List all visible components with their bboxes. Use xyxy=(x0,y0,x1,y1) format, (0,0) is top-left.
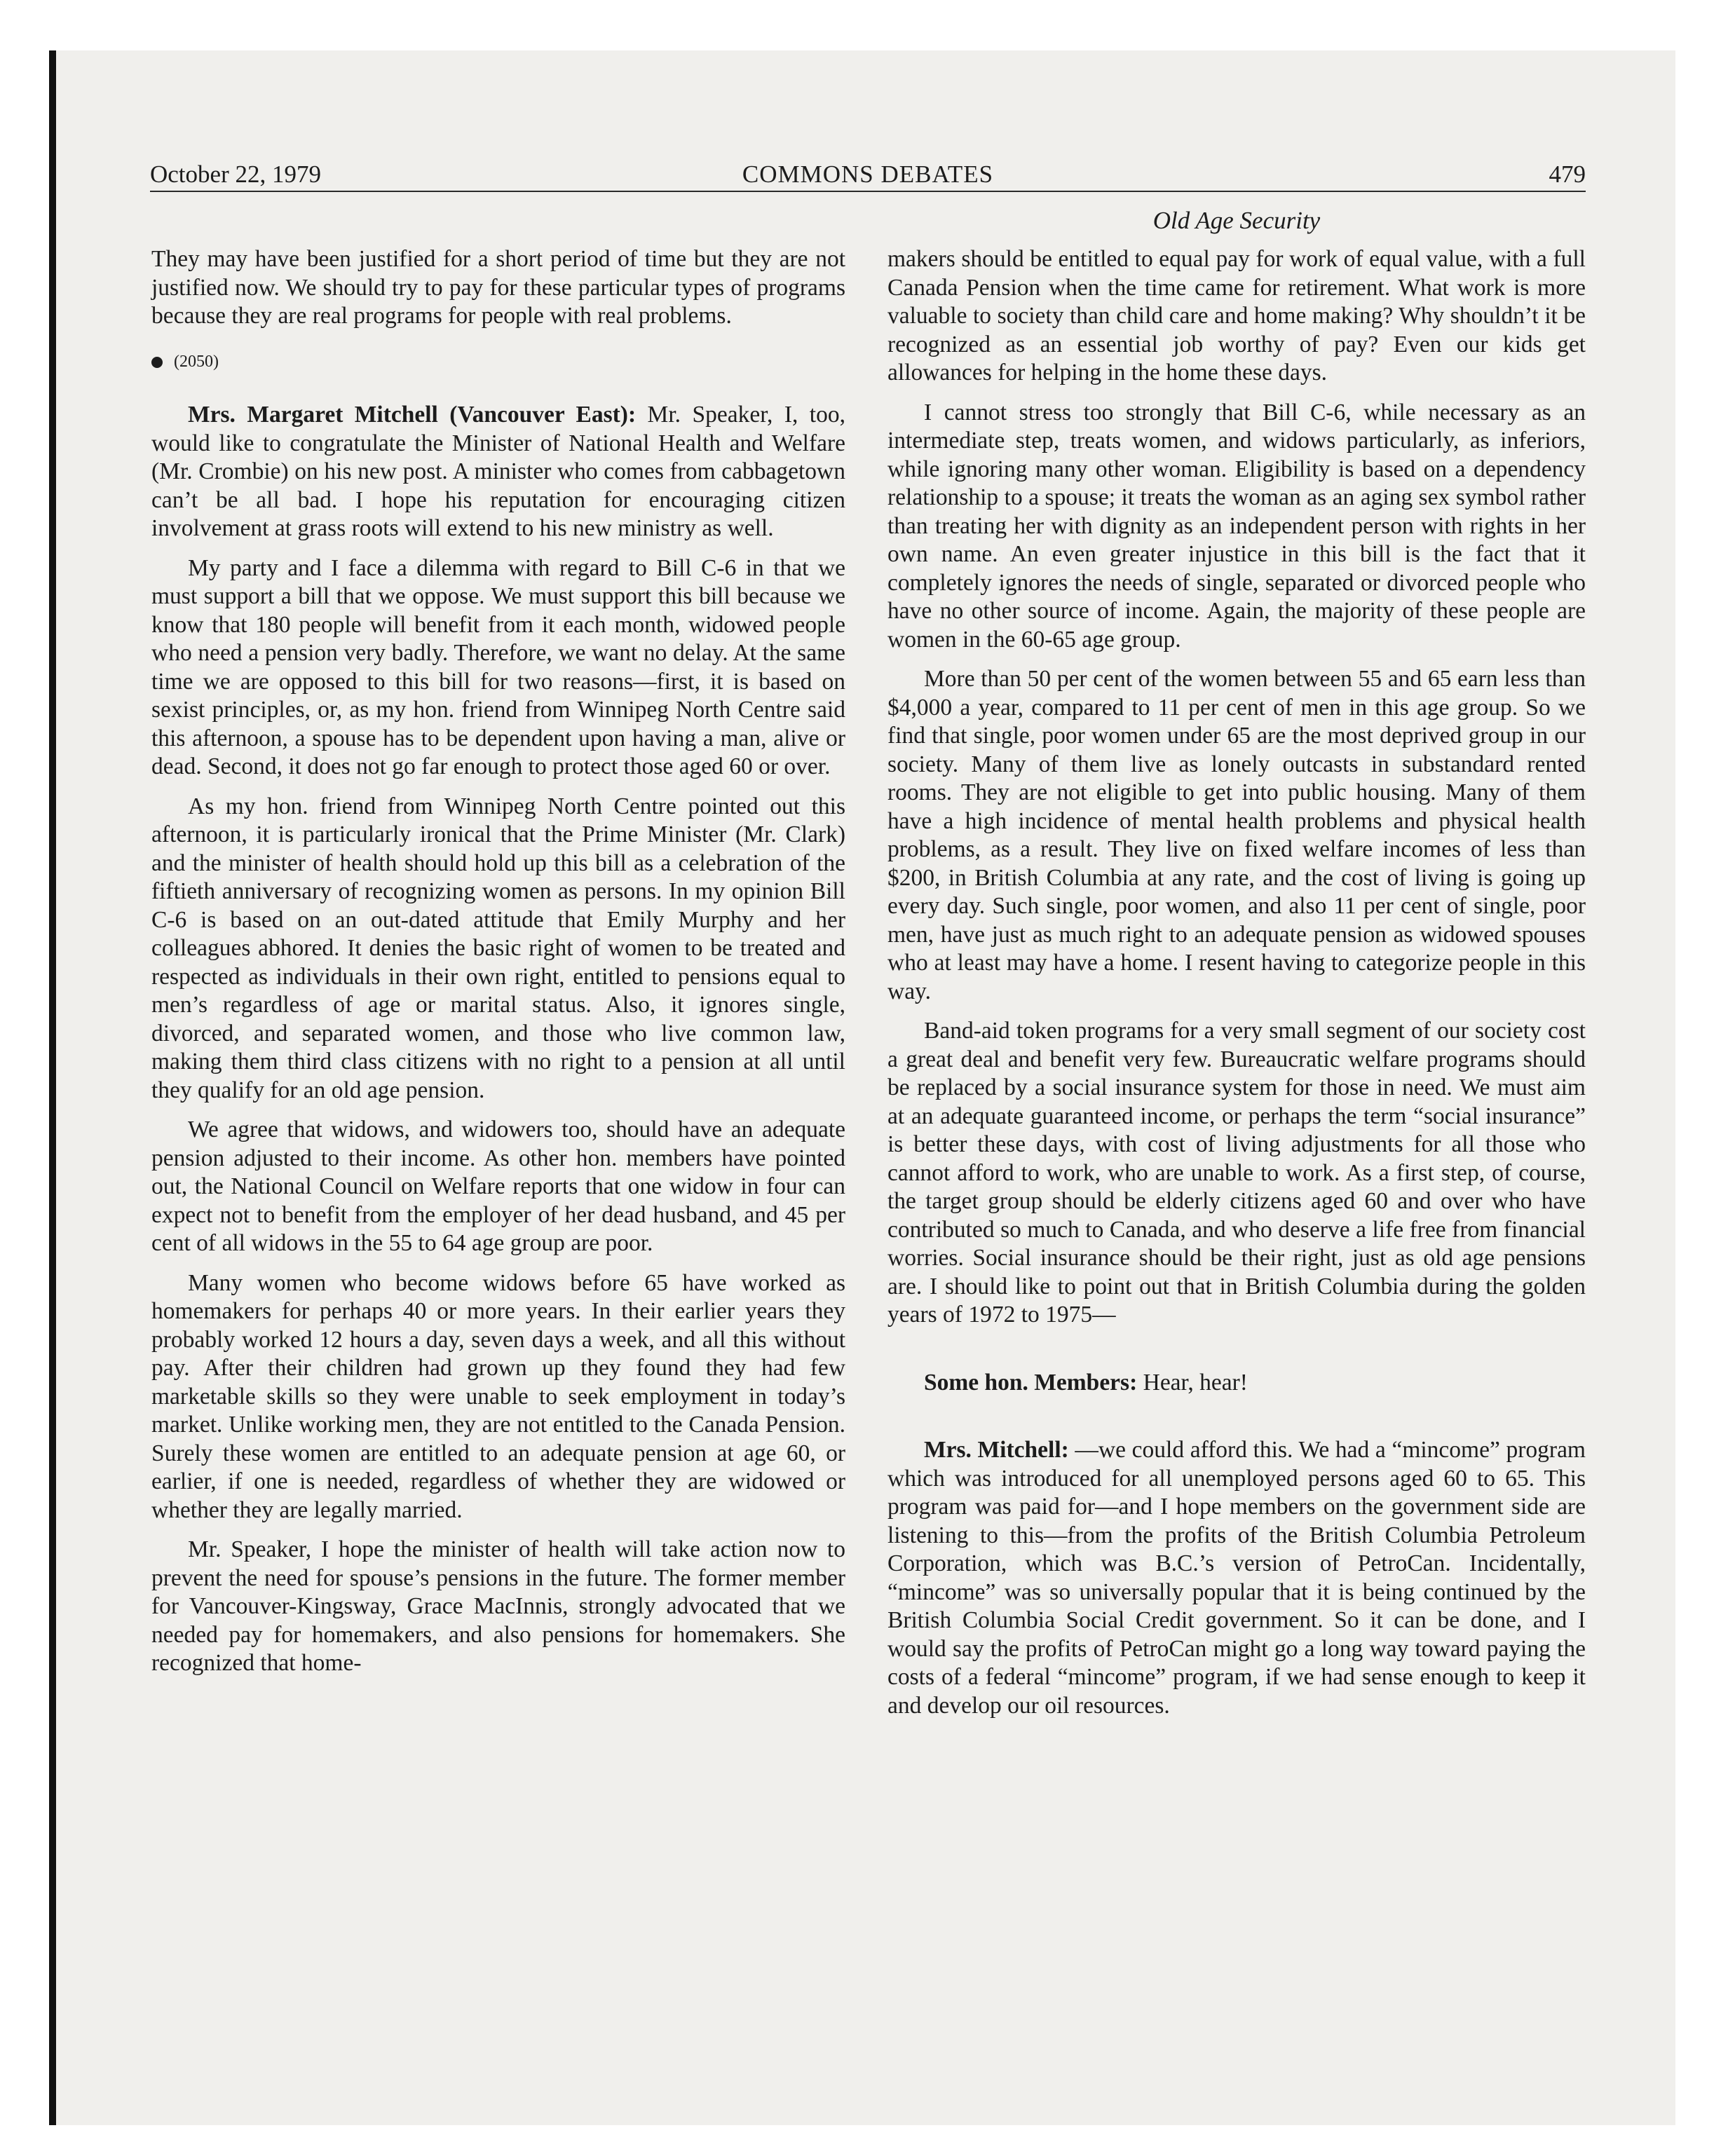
left-column xyxy=(151,245,845,1689)
paragraph: As my hon. friend from Winnipeg North Centre pointed out this afternoon, it is particularly ironical that the Prime Minister (Mr. Clark) and the minister of health should hold up this bill as a celebration of the fiftieth anniversary of recognizing women as persons. In my opinion Bill C-6 is based on an out-dated attitude that Emily Murphy and her colleagues abhored. It denies the basic right of women to be treated and respected as individuals in their own right, entitled to pensions equal to men’s regardless of age or marital status. Also, it ignores single, divorced, and separated women, and those who live common law, making them third class citizens with no right to a pension at all until they qualify for an old age pension. xyxy=(151,793,845,1103)
header-page-number: 479 xyxy=(1549,161,1586,188)
paragraph: More than 50 per cent of the women between 55 and 65 earn less than $4,000 a year, compared to 11 per cent of men in this age group. So we find that single, poor women under 65 are the most deprived group in our society. Many of them live as lonely outcasts in substandard rented rooms. They are not eligible to get into public housing. Many of them have a high incidence of mental health problems and physical health problems, as a result. They live on fixed welfare incomes of less than $200, in British Columbia at any rate, and the cost of living is going up every day. Such single, poor women, and also 11 per cent of single, poor men, have just as much right to an adequate pension as widowed spouses who at least may have a home. I resent having to categorize people in this way. xyxy=(887,666,1586,1004)
speech-text: —we could afford this. We had a “mincome” program which was introduced for all unemployed persons aged 60 to 65. This program was paid for—and I hope members on the government side are listening to this—from the profits of the British Columbia Petroleum Corporation, which was B.C.’s version of PetroCan. Incidentally, “mincome” was so universally popular that it is being continued by the British Columbia Social Credit government. So it can be done, and I would say the profits of PetroCan might go a long way toward paying the costs of a federal “mincome” program, if we had sense enough to keep it and develop our oil resources. xyxy=(887,1437,1586,1719)
paragraph xyxy=(151,401,845,543)
paragraph xyxy=(887,1436,1586,1720)
speech-text: Hear, hear! xyxy=(1137,1369,1248,1396)
time-marker xyxy=(151,348,845,376)
right-column xyxy=(887,245,1586,1731)
speech-text: Mr. Speaker, I, too, would like to congratulate the Minister of National Health and Welfare (Mr. Crombie) on his new post. A minister who comes from cabbagetown can’t be all bad. I hope his reputation for encouraging citizen involvement at grass roots will extend to his new ministry as well. xyxy=(151,402,845,541)
running-header xyxy=(150,158,1586,192)
time-marker-label: (2050) xyxy=(174,352,219,371)
section-subheading: Old Age Security xyxy=(1152,207,1321,234)
spacer xyxy=(887,1341,1586,1369)
paragraph: My party and I face a dilemma with regard to Bill C-6 in that we must support a bill that we oppose. We must support this bill because we know that 180 people will benefit from it each month, widowed people who need a pension very badly. Therefore, we want no delay. At the same time we are opposed to this bill for two reasons—first, it is based on sexist principles, or, as my hon. friend from Winnipeg North Centre said this afternoon, a spouse has to be dependent upon having a man, alive or dead. Second, it does not go far enough to protect those aged 60 or over. xyxy=(151,554,845,779)
paragraph: Mr. Speaker, I hope the minister of health will take action now to prevent the need for spouse’s pensions in the future. The former member for Vancouver-Kingsway, Grace MacInnis, strongly advocated that we needed pay for homemakers, and also pensions for homemakers. She recognized that home- xyxy=(151,1536,845,1676)
bullet-icon xyxy=(151,357,163,368)
speaker-name: Mrs. Mitchell: xyxy=(924,1437,1069,1463)
paragraph: We agree that widows, and widowers too, should have an adequate pension adjusted to their income. As other hon. members have pointed out, the National Council on Welfare reports that one widow in four can expect not to benefit from the employer of her dead husband, and 45 per cent of all widows in the 55 to 64 age group are poor. xyxy=(151,1117,845,1256)
scan-edge xyxy=(49,50,56,2125)
header-date: October 22, 1979 xyxy=(150,161,321,188)
header-title: COMMONS DEBATES xyxy=(742,161,994,188)
paragraph xyxy=(887,1369,1586,1398)
paragraph: I cannot stress too strongly that Bill C-6, while necessary as an intermediate step, treats women, and widows particularly, as inferiors, while ignoring many other woman. Eligibility is based on a dependency relationship to a spouse; it treats the woman as an aging sex symbol rather than treating her with dignity as an independent person with rights in her own name. An even greater injustice in this bill is the fact that it completely ignores the needs of single, separated or divorced people who have no other source of income. Again, the majority of these people are women in the 60-65 age group. xyxy=(887,399,1586,653)
speaker-name: Some hon. Members: xyxy=(924,1369,1138,1396)
paragraph: They may have been justified for a short period of time but they are not justified now. We should try to pay for these particular types of programs because they are real programs for people with real problems. xyxy=(151,246,845,329)
paragraph: makers should be entitled to equal pay for work of equal value, with a full Canada Pension when the time came for retirement. What work is more valuable to society than child care and home making? Why shouldn’t it be recognized as an essential job worthy of pay? Even our kids get allowances for helping in the home these days. xyxy=(887,246,1586,386)
spacer xyxy=(887,1408,1586,1436)
speaker-name: Mrs. Margaret Mitchell (Vancouver East): xyxy=(188,402,637,428)
paragraph: Many women who become widows before 65 have worked as homemakers for perhaps 40 or more years. In their earlier years they probably worked 12 hours a day, seven days a week, and all this without pay. After their children had grown up they found they had few marketable skills so they were unable to seek employment in today’s market. Unlike working men, they are not entitled to the Canada Pension. Surely these women are entitled to an adequate pension at age 60, or earlier, if one is needed, regardless of whether they are widowed or whether they are legally married. xyxy=(151,1269,845,1523)
paragraph: Band-aid token programs for a very small segment of our society cost a great deal and benefit very few. Bureaucratic welfare programs should be replaced by a social insurance system for those in need. We must aim at an adequate guaranteed income, or perhaps the term “social insurance” is better these days, with cost of living adjustments for all those who cannot afford to work, who are unable to work. As a first step, of course, the target group should be elderly citizens aged 60 and over who have contributed so much to Canada, and who deserve a life free from financial worries. Social insurance should be their right, just as old age pensions are. I should like to point out that in British Columbia during the golden years of 1972 to 1975— xyxy=(887,1018,1586,1328)
